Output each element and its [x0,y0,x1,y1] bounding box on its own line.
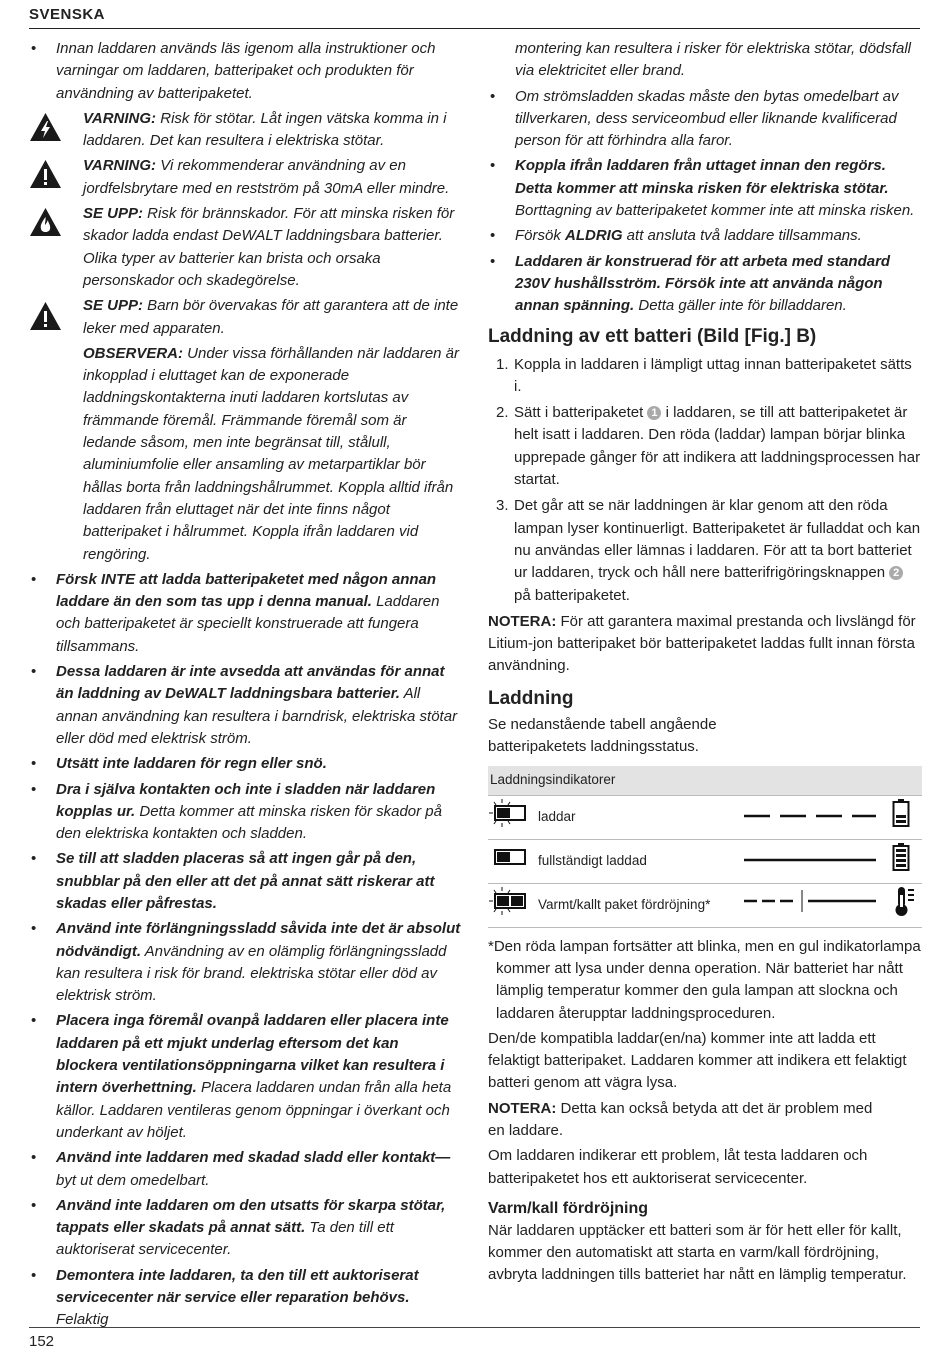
table-row [488,883,922,927]
battery-charging-icon [892,798,910,828]
caution-text: Barn bör övervakas för att garantera att de inte leker med apparaten. [83,297,459,337]
step-text: Koppla in laddaren i lämpligt uttag innan batteripaketet sätts i. [514,355,912,395]
step-number: 3. [496,497,509,515]
bold-text: Använd inte laddaren om den utsatts för skarpa stötar, tappats eller skadats på annat sätt. [56,1196,446,1237]
warning-label: VARNING: [83,109,157,127]
note-text: Detta kan också betyda att det är problem med en laddare. [488,1099,873,1139]
paragraph: Den/de kompatibla laddar(en/na) kommer inte att ladda ett felaktigt batteripaket. Laddaren kommer att indikera ett felaktigt batteri genom att vägra lysa. [488,1029,907,1092]
text: Placera laddaren undan från alla heta källor. Laddaren ventileras genom öppningar i överkant och underkant av höljet. [56,1079,452,1141]
row-label: fullständigt laddad [538,839,742,883]
page-number: 152 [29,1333,55,1350]
caution-children [29,295,461,340]
list-item [29,779,461,846]
continued-text: montering kan resultera i risker för elektriska stötar, dödsfall via elektricitet eller brand. [515,40,911,80]
row-label: laddar [538,795,742,839]
reference-badge: 2 [889,566,903,580]
left-column [29,38,461,1335]
right-column [488,38,922,1287]
list-item [29,1265,461,1332]
list-item [29,569,461,658]
list-item [488,225,922,247]
caution-label: SE UPP: [83,205,144,223]
caution-text: Risk för brännskador. För att minska risken för skador ladda endast DeWALT laddningsbara batterier. Olika typer av batterier kan brista och orsaka personskador och skadegörelse. [83,205,455,289]
bold-text: Se till att sladden placeras så att ingen går på den, snubblar på den eller att det på annat sätt riskerar att skadas eller påfrestas. [56,850,435,912]
row-label: Varmt/kallt paket fördröjning* [538,883,742,927]
list-item [29,1147,461,1192]
solid-pattern-icon [742,855,878,865]
warning-label: VARNING: [83,157,157,175]
list-item [488,251,922,318]
bold-text: Demontera inte laddaren, ta den till ett auktoriserat servicecenter när service eller reparation behövs. [56,1266,419,1307]
paragraph: Se nedanstående tabell angående batteripaketets laddningsstatus. [488,715,717,756]
blink-pattern-icon [742,811,878,821]
notice-text: Under vissa förhållanden när laddaren är inkopplad i eluttaget kan de exponerade laddningskontakterna inuti laddaren kortslutas av främmande föremål. Främmande föremål som är ledande såsom, men inte begränsat till, stålull, aluminiumfolie eller ansamling av metarpartiklar bör hållas borta från laddningshålrummet. Koppla alltid ifrån laddaren från eluttaget när det inte finns något batteripaket i hålrummet. Koppla ifrån laddaren vid rengöring. [83,344,460,563]
note-paragraph [488,1098,888,1143]
text: Ta den till ett auktoriserat servicecenter. [56,1219,394,1259]
language-label: SVENSKA [29,6,106,23]
caution-burn [29,203,461,292]
step-text: i laddaren, se till att batteripaketet är helt isatt i laddaren. Den röda (laddar) lampan börjar blinka upprepade gånger för att indikera att laddningsprocessen har startat. [514,404,921,489]
footnote: *Den röda lampan fortsätter att blinka, men en gul indikatorlampa kommer att lysa under denna operation. När batteriet har nått lämplig temperatur kommer den gula lampan att slockna och laddaren återupptar laddningsproceduren. [488,937,921,1022]
note-paragraph [488,611,922,678]
step-text: Sätt i batteripaketet [514,404,648,422]
text: Felaktig [56,1311,109,1329]
notice-label: OBSERVERA: [83,344,184,362]
warning-rcd [29,155,461,200]
bold-text: ALDRIG [565,227,623,245]
solid-lamp-icon [488,842,532,872]
notice-block [29,343,461,566]
step-number: 2. [496,404,509,422]
charge-indicator-table [488,766,922,927]
battery-full-icon [892,842,910,872]
warning-shock [29,108,461,153]
text: Laddaren och batteripaketet är speciellt konstruerade att fungera tillsammans. [56,593,440,655]
text: Försök [515,227,566,245]
list-item: • Innan laddaren används läs igenom alla instruktioner och varningar om laddaren, batteripaket och produkten för användning av batteripaketet. [29,38,461,105]
fire-warning-icon [29,207,62,237]
list-item [29,1195,461,1262]
general-warning-icon [29,301,62,331]
bold-text: Dessa laddaren är inte avsedda att användas för annat än laddning av DeWALT laddningsbara batterier. [56,663,445,703]
table-row [488,839,922,883]
paragraph: När laddaren upptäcker ett batteri som är för hett eller för kallt, kommer den automatiskt att starta en varm/kall fördröjning, avbryta laddningen tills batteriet har nått en lämplig temperatur. [488,1221,907,1284]
list-item [29,753,461,775]
page-header [29,6,920,29]
bold-text: Laddaren är konstruerad för att arbeta med standard 230V hushållsström. Försök inte att använda någon annan spänning. [515,252,891,315]
electric-shock-warning-icon [29,112,62,142]
step-item [488,495,922,606]
text: Användning av en olämplig förlängningssladd kan resultera i risk för brand. elektriska stötar eller död av elektrisk ström. [56,942,447,1005]
bold-text: Försk INTE att ladda batteripaketet med någon annan laddare än den som tas upp i denna manual. [56,570,437,611]
step-item [488,402,922,491]
list-item [29,661,461,750]
text: All annan användning kan resultera i barndrisk, elektriska stötar eller död med elektrisk ström. [56,685,458,747]
footer-divider [29,1327,920,1328]
table-row [488,795,922,839]
text: att ansluta två laddare tillsammans. [622,227,862,245]
delay-pattern-icon [742,889,878,913]
reference-badge: 1 [647,406,661,420]
warning-text: Risk för stötar. Låt ingen vätska komma in i laddaren. Det kan resultera i elektriska stötar. [83,109,447,150]
list-item [29,848,461,915]
hot-cold-lamp-icon [488,886,532,916]
table-header: Laddningsindikatorer [488,766,922,795]
bold-text: Använd inte förlängningssladd såvida inte det är absolut nödvändigt. [56,920,461,960]
text: Detta kommer att minska risken för skador på den elektriska kontakten och sladden. [56,802,442,843]
bold-text: Placera inga föremål ovanpå laddaren eller placera inte laddaren på ett mjukt underlag eftersom det kan blockera ventilationsöppningarna vilket kan resultera i intern överhettning. [56,1012,449,1097]
step-text: Det går att se när laddningen är klar genom att den röda lampan lyser kontinuerligt. Batteripaketet är fulladdat och kan nu användas eller lämnas i laddaren. För att ta bort batteriet ur laddaren, tryck och håll nere batterifrigöringsknappen [514,497,921,582]
step-number: 1. [496,355,509,373]
paragraph: Om laddaren indikerar ett problem, låt testa laddaren och batteripaketet hos ett auktoriserat servicecenter. [488,1147,868,1187]
step-text: på batteripaketet. [514,586,630,604]
list-item [29,1010,461,1144]
list-item [488,155,922,222]
note-label: NOTERA: [488,612,557,630]
text: Detta gäller inte för billaddaren. [634,297,847,315]
section-heading: Laddning [488,687,574,709]
note-text: För att garantera maximal prestanda och livslängd för Litium-jon batteripaket bör batteripaketet laddas fullt innan första användning. [488,612,916,675]
bold-text: Utsätt inte laddaren för regn eller snö. [56,755,327,773]
bold-text: Koppla ifrån laddaren från uttaget innan den regörs. Detta kommer att minska risken för elektriska stötar. [515,157,889,197]
text: byt ut dem omedelbart. [56,1171,210,1189]
warning-text: Vi rekommenderar användning av en jordfelsbrytare med en restström på 30mA eller mindre. [83,157,450,197]
section-heading: Laddning av ett batteri (Bild [Fig.] B) [488,325,817,347]
bold-text: Dra i själva kontakten och inte i sladden när laddaren kopplas ur. [56,780,436,820]
caution-label: SE UPP: [83,297,144,315]
thermometer-icon [892,885,918,917]
blinking-lamp-icon [488,798,532,828]
bold-text: Använd inte laddaren med skadad sladd eller kontakt— [56,1149,451,1167]
subsection-heading: Varm/kall fördröjning [488,1199,649,1217]
list-item: • Om strömsladden skadas måste den bytas omedelbart av tillverkaren, dess serviceombud eller liknande kvalificerad person för att förhindra alla faror. [488,86,922,153]
general-warning-icon [29,159,62,189]
list-item [29,918,461,1007]
step-item [488,354,922,399]
text: Borttagning av batteripaketet kommer inte att minska risken. [515,202,915,220]
note-label: NOTERA: [488,1099,557,1117]
